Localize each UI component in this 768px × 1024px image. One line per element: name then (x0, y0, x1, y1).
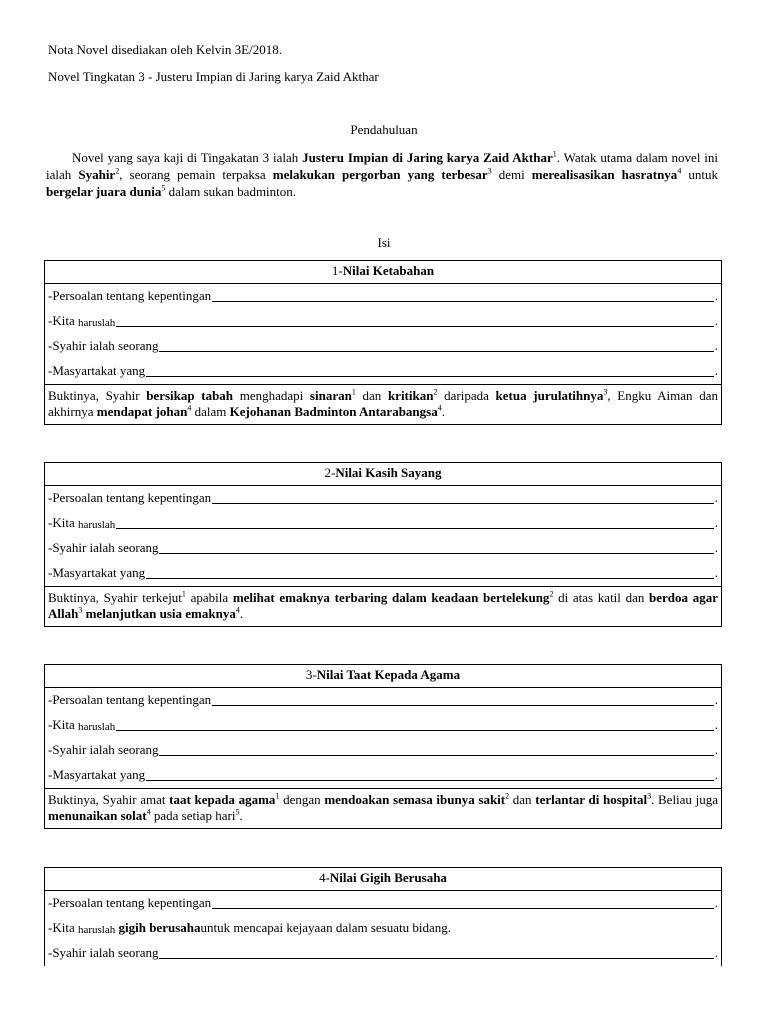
value-box-2 (44, 462, 722, 627)
box-title: 4-Nilai Gigih Berusaha (45, 868, 721, 891)
note-author-line: Nota Novel disediakan oleh Kelvin 3E/2018. (48, 42, 282, 57)
kita-row: -Kita haruslah . (48, 717, 718, 733)
value-box-3 (44, 664, 722, 829)
answer-blank[interactable] (212, 908, 714, 909)
persoalan-row: -Persoalan tentang kepentingan . (48, 490, 718, 506)
intro-heading: Pendahuluan (350, 122, 418, 137)
answer-blank[interactable] (159, 553, 713, 554)
answer-blank[interactable] (159, 755, 713, 756)
isi-heading: Isi (377, 235, 391, 250)
syahir-row: -Syahir ialah seorang . (48, 338, 718, 354)
box-title: 3-Nilai Taat Kepada Agama (45, 665, 721, 688)
answer-blank[interactable] (159, 351, 713, 352)
proof-paragraph: Buktinya, Syahir bersikap tabah menghadapi sinaran$^1$ dan kritikan$^2$ daripada ketua jurulatihnya$^3$, Engku Aiman dan akhirnya mendapat johan$^4$ dalam Kejohanan Badminton Antarabangsa$^4$. (45, 384, 721, 424)
syahir-row: -Syahir ialah seorang . (48, 540, 718, 556)
intro-paragraph: Novel yang saya kaji di Tingakatan 3 ialah Justeru Impian di Jaring karya Zaid Akthar$^1$. Watak utama dalam novel ini ialah Syahir$^2$, seorang pemain terpaksa melakukan pergorban yang terbesar$^3$ demi merealisasikan hasratnya$^4$ untuk bergelar juara dunia$^5$ dalam sukan badminton. (46, 149, 719, 199)
answer-blank[interactable] (116, 528, 714, 529)
answer-blank[interactable] (159, 958, 713, 959)
syahir-row: -Syahir ialah seorang . (48, 742, 718, 758)
persoalan-row: -Persoalan tentang kepentingan . (48, 288, 718, 304)
persoalan-row: -Persoalan tentang kepentingan . (48, 692, 718, 708)
proof-paragraph: Buktinya, Syahir amat taat kepada agama$^1$ dengan mendoakan semasa ibunya sakit$^2$ dan terlantar di hospital$^3$. Beliau juga menunaikan solat$^4$ pada setiap hari$^5$. (45, 788, 721, 828)
masyarakat-row: -Masyartakat yang . (48, 363, 718, 379)
value-box-1 (44, 260, 722, 425)
novel-title-line: Novel Tingkatan 3 - Justeru Impian di Jaring karya Zaid Akthar (48, 69, 379, 84)
syahir-row: -Syahir ialah seorang . (48, 945, 718, 961)
box-title: 1-Nilai Ketabahan (45, 261, 721, 284)
proof-paragraph: Buktinya, Syahir terkejut$^1$ apabila melihat emaknya terbaring dalam keadaan bertelekung$^2$ di atas katil dan berdoa agar Allah$^3$ melanjutkan usia emaknya$^4$. (45, 586, 721, 626)
answer-blank[interactable] (212, 705, 714, 706)
persoalan-row: -Persoalan tentang kepentingan . (48, 895, 718, 911)
box-title: 2-Nilai Kasih Sayang (45, 463, 721, 486)
value-box-4 (44, 867, 722, 966)
answer-blank[interactable] (116, 326, 714, 327)
kita-row: -Kita haruslah . (48, 515, 718, 531)
kita-row: -Kita haruslah gigih berusaha untuk mencapai kejayaan dalam sesuatu bidang. (48, 920, 452, 936)
answer-blank[interactable] (146, 780, 714, 781)
answer-blank[interactable] (212, 301, 714, 302)
answer-blank[interactable] (146, 578, 714, 579)
answer-blank[interactable] (212, 503, 714, 504)
answer-blank[interactable] (116, 730, 714, 731)
masyarakat-row: -Masyartakat yang . (48, 767, 718, 783)
kita-row: -Kita haruslah . (48, 313, 718, 329)
answer-blank[interactable] (146, 376, 714, 377)
masyarakat-row: -Masyartakat yang . (48, 565, 718, 581)
